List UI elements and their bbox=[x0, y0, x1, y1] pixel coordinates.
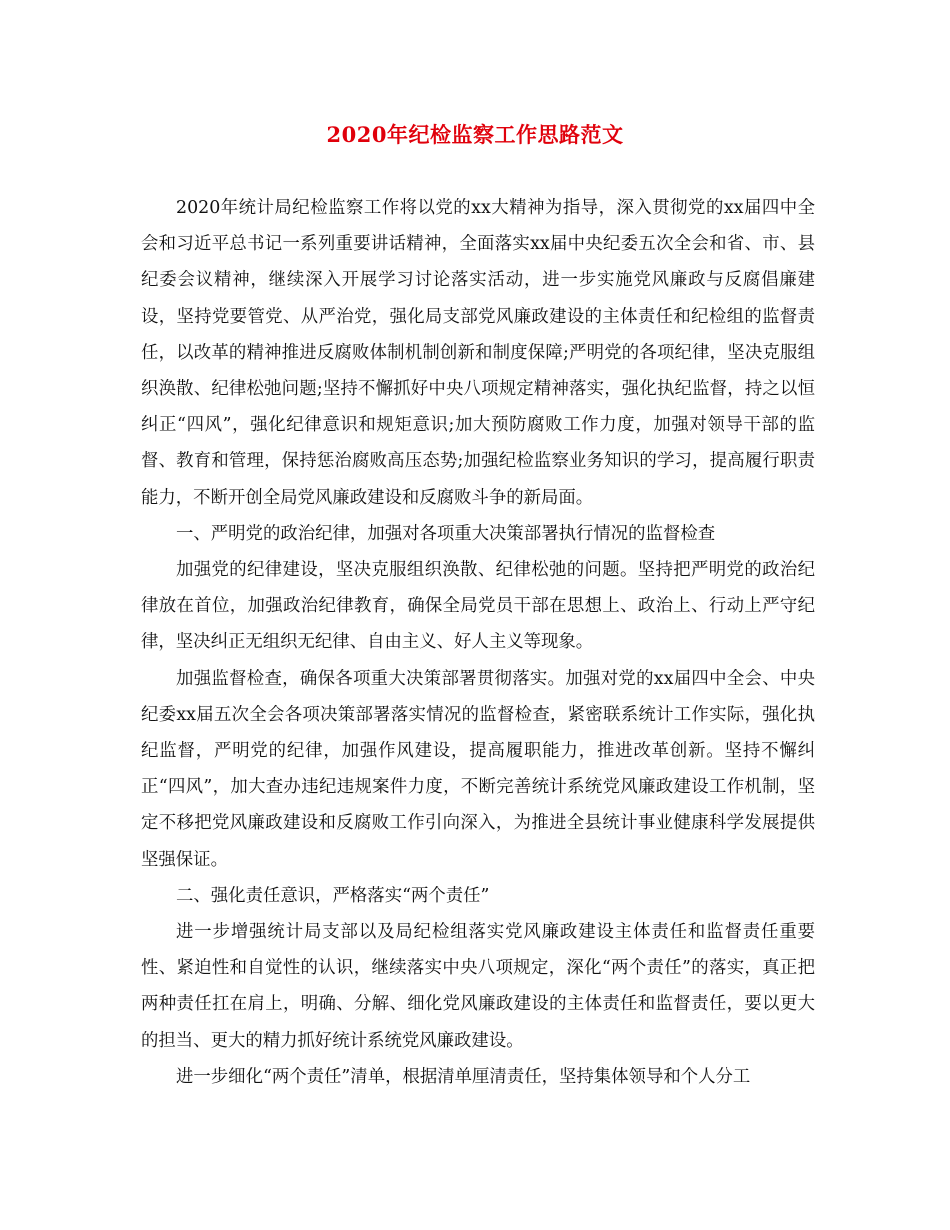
paragraph-supervision: 加强监督检查，确保各项重大决策部署贯彻落实。加强对党的xx届四中全会、中央纪委xx届五次全会各项决策部署落实情况的监督检查，紧密联系统计工作实际，强化执纪监督，严明党的纪律，加强作风建设，提高履职能力，推进改革创新。坚持不懈纠正“四风”，加大查办违纪违规案件力度，不断完善统计系统党风廉政建设工作机制，坚定不移把党风廉政建设和反腐败工作引向深入，为推进全县统计事业健康科学发展提供坚强保证。 bbox=[141, 668, 815, 870]
section-heading-2: 二、强化责任意识，严格落实“两个责任” bbox=[176, 885, 490, 906]
paragraph-discipline: 加强党的纪律建设，坚决克服组织涣散、纪律松弛的问题。坚持把严明党的政治纪律放在首位，加强政治纪律教育，确保全局党员干部在思想上、政治上、行动上严守纪律，坚决纠正无组织无纪律、自由主义、好人主义等现象。 bbox=[141, 560, 815, 653]
paragraph-responsibility: 进一步增强统计局支部以及局纪检组落实党风廉政建设主体责任和监督责任重要性、紧迫性和自觉性的认识，继续落实中央八项规定，深化“两个责任”的落实，真正把两种责任扛在肩上，明确、分解、细化党风廉政建设的主体责任和监督责任，要以更大的担当、更大的精力抓好统计系统党风廉政建设。 bbox=[141, 922, 815, 1051]
document-body bbox=[141, 190, 815, 1095]
document-title: 2020年纪检监察工作思路范文 bbox=[326, 122, 624, 147]
section-heading-1: 一、严明党的政治纪律，加强对各项重大决策部署执行情况的监督检查 bbox=[176, 523, 716, 544]
paragraph-checklist: 进一步细化“两个责任”清单，根据清单厘清责任，坚持集体领导和个人分工 bbox=[176, 1066, 751, 1087]
paragraph-intro: 2020年统计局纪检监察工作将以党的xx大精神为指导，深入贯彻党的xx届四中全会和习近平总书记一系列重要讲话精神，全面落实xx届中央纪委五次全会和省、市、县纪委会议精神，继续深入开展学习讨论落实活动，进一步实施党风廉政与反腐倡廉建设，坚持党要管党、从严治党，强化局支部党风廉政建设的主体责任和纪检组的监督责任，以改革的精神推进反腐败体制机制创新和制度保障;严明党的各项纪律，坚决克服组织涣散、纪律松弛问题;坚持不懈抓好中央八项规定精神落实，强化执纪监督，持之以恒纠正“四风”，强化纪律意识和规矩意识;加大预防腐败工作力度，加强对领导干部的监督、教育和管理，保持惩治腐败高压态势;加强纪检监察业务知识的学习，提高履行职责能力，不断开创全局党风廉政建设和反腐败斗争的新局面。 bbox=[141, 198, 815, 508]
